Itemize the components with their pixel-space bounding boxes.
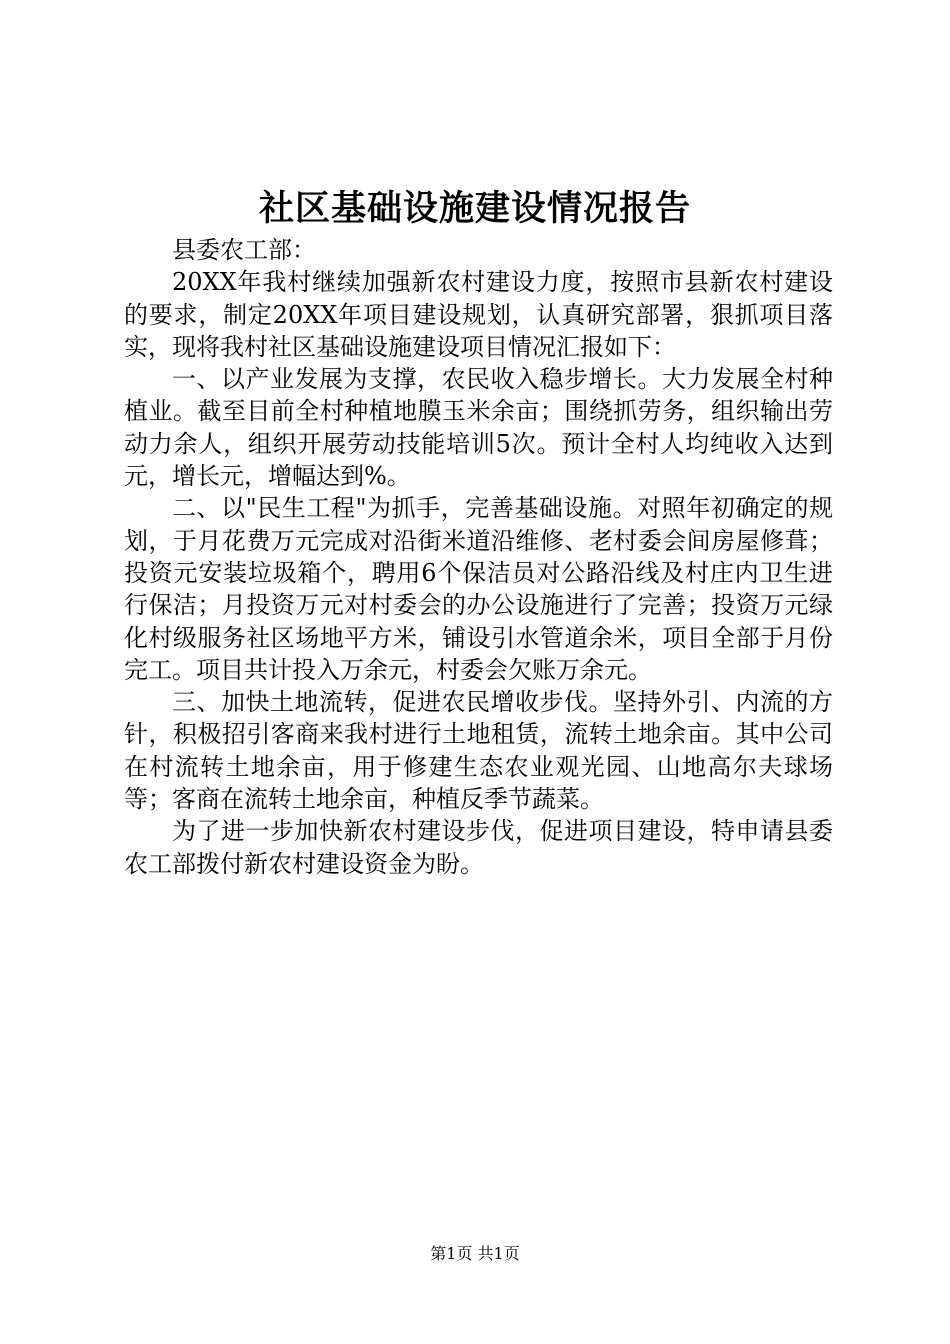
paragraph-section-2: 二、以"民生工程"为抓手，完善基础设施。对照年初确定的规划，于月花费万元完成对沿街米道沿维修、老村委会间房屋修葺；投资元安装垃圾箱个，聘用6个保洁员对公路沿线及村庄内卫生进行保洁；月投资万元对村委会的办公设施进行了完善；投资万元绿化村级服务社区场地平方米，铺设引水管道余米，项目全部于月份完工。项目共计投入万余元，村委会欠账万余元。 xyxy=(124,494,833,684)
document-title: 社区基础设施建设情况报告 xyxy=(258,188,691,229)
paragraph-intro: 20XX年我村继续加强新农村建设力度，按照市县新农村建设的要求，制定20XX年项目建设规划，认真研究部署，狠抓项目落实，现将我村社区基础设施建设项目情况汇报如下： xyxy=(124,268,833,361)
page-number: 第1页 xyxy=(430,1244,473,1263)
page-total: 共1页 xyxy=(477,1244,520,1263)
paragraph-section-1: 一、以产业发展为支撑，农民收入稳步增长。大力发展全村种植业。截至目前全村种植地膜玉米余亩；围绕抓劳务，组织输出劳动力余人，组织开展劳动技能培训5次。预计全村人均纯收入达到元，增长元，增幅达到%。 xyxy=(124,365,833,491)
page-footer xyxy=(0,1244,950,1264)
paragraph-closing: 为了进一步加快新农村建设步伐，促进项目建设，特申请县委农工部拨付新农村建设资金为盼。 xyxy=(124,817,833,878)
document-body xyxy=(124,234,833,880)
salutation: 县委农工部： xyxy=(172,236,316,264)
paragraph-section-3: 三、加快土地流转，促进农民增收步伐。坚持外引、内流的方针，积极招引客商来我村进行土地租赁，流转土地余亩。其中公司在村流转土地余亩，用于修建生态农业观光园、山地高尔夫球场等；客商在流转土地余亩，种植反季节蔬菜。 xyxy=(124,688,833,814)
